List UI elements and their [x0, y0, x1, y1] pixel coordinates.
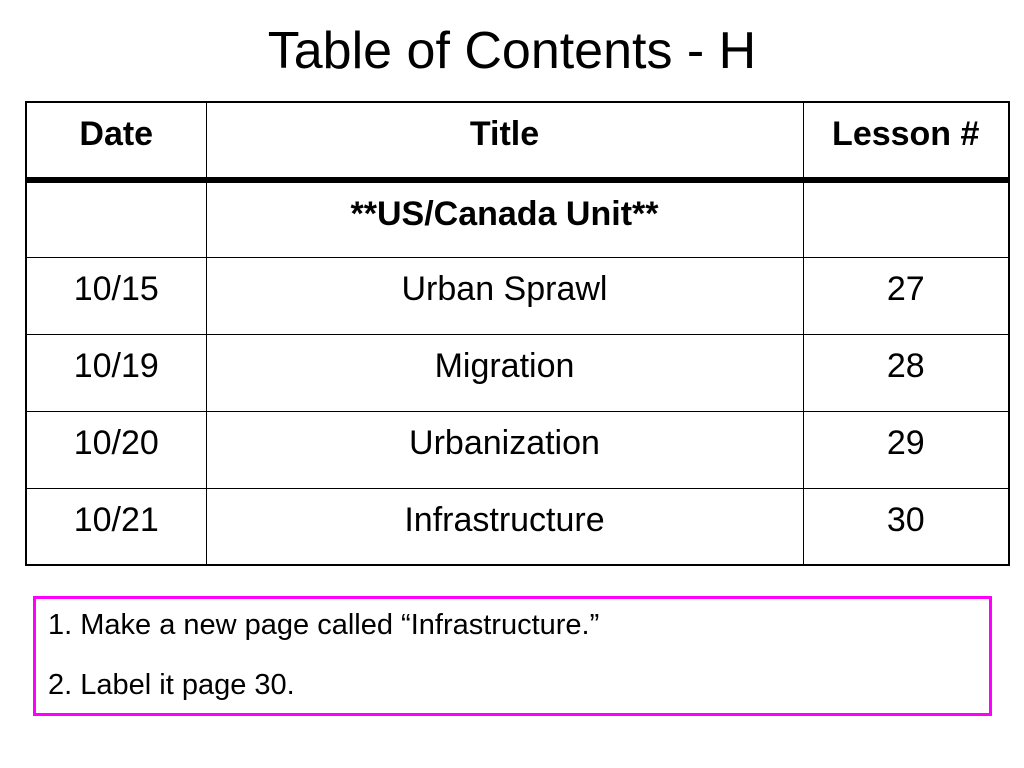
column-header-date: Date: [26, 102, 206, 180]
table-row: [26, 411, 1009, 488]
date-cell: 10/19: [26, 334, 206, 411]
table-of-contents: [25, 101, 1010, 566]
column-header-title: Title: [206, 102, 803, 180]
instruction-step-1: 1. Make a new page called “Infrastructure.”: [48, 609, 600, 641]
unit-title-cell: **US/Canada Unit**: [206, 180, 803, 257]
date-cell: 10/21: [26, 488, 206, 565]
table-row: [26, 488, 1009, 565]
unit-row: [26, 180, 1009, 257]
instruction-step-2: 2. Label it page 30.: [48, 669, 295, 701]
title-cell: Migration: [206, 334, 803, 411]
unit-date-cell: [26, 180, 206, 257]
title-cell: Urbanization: [206, 411, 803, 488]
title-cell: Infrastructure: [206, 488, 803, 565]
table-header-row: [26, 102, 1009, 180]
slide-title: Table of Contents - H: [267, 22, 757, 80]
title-cell: Urban Sprawl: [206, 257, 803, 334]
lesson-cell: 28: [803, 334, 1009, 411]
table-row: [26, 334, 1009, 411]
date-cell: 10/20: [26, 411, 206, 488]
table-row: [26, 257, 1009, 334]
lesson-cell: 27: [803, 257, 1009, 334]
date-cell: 10/15: [26, 257, 206, 334]
lesson-cell: 30: [803, 488, 1009, 565]
instructions-box: [33, 596, 992, 716]
column-header-lesson: Lesson #: [803, 102, 1009, 180]
unit-lesson-cell: [803, 180, 1009, 257]
lesson-cell: 29: [803, 411, 1009, 488]
